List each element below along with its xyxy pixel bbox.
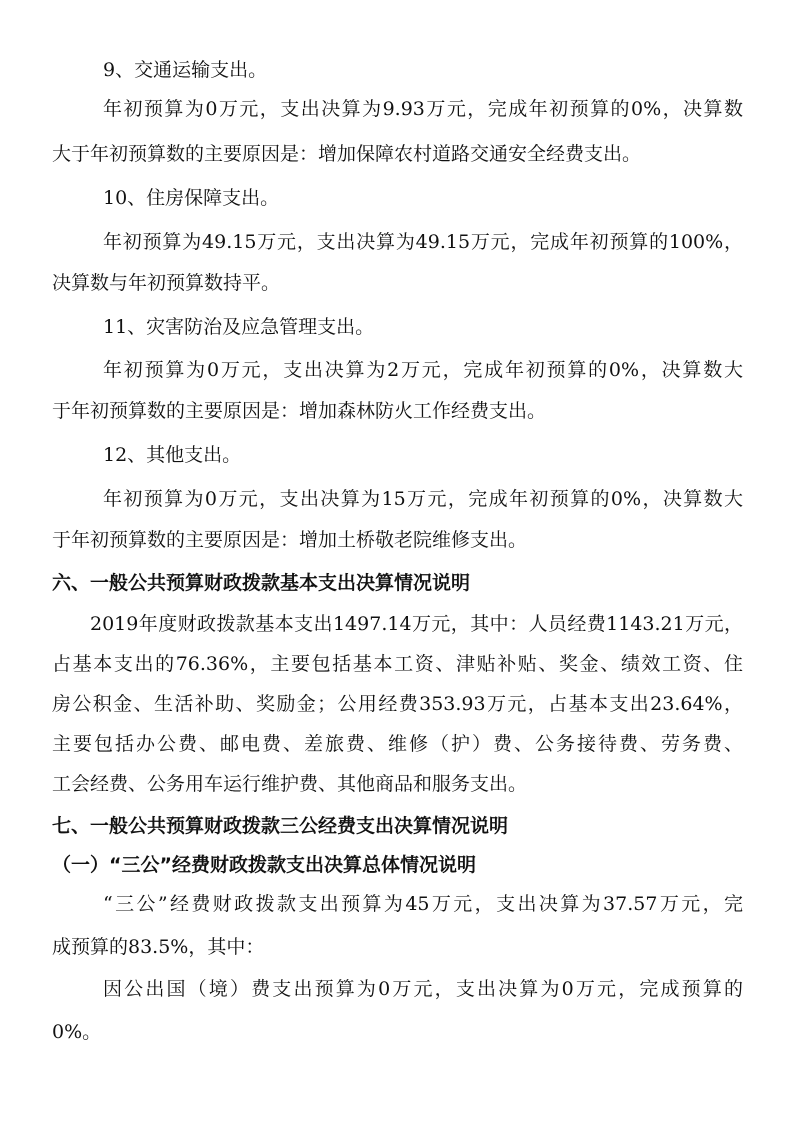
- section-7-text-line-4: 0%。: [52, 1021, 102, 1043]
- section-10-title: 10、住房保障支出。: [103, 187, 280, 209]
- subheading-one: （一）“三公”经费财政拨款支出决算总体情况说明: [52, 854, 476, 876]
- section-12-text-line-1: 年初预算为0万元，支出决算为15万元，完成年初预算的0%，决算数大: [103, 488, 743, 510]
- section-9-text-line-2: 大于年初预算数的主要原因是：增加保障农村道路交通安全经费支出。: [52, 143, 642, 165]
- section-11-title: 11、灾害防治及应急管理支出。: [103, 316, 375, 338]
- section-6-text-line-3: 房公积金、生活补助、奖励金；公用经费353.93万元，占基本支出23.64%，: [52, 693, 743, 715]
- section-12-text-line-2: 于年初预算数的主要原因是：增加土桥敬老院维修支出。: [52, 529, 528, 551]
- section-7-text-line-1: “三公”经费财政拨款支出预算为45万元，支出决算为37.57万元，完: [103, 893, 743, 915]
- section-6-text-line-5: 工会经费、公务用车运行维护费、其他商品和服务支出。: [52, 773, 528, 795]
- section-12-title: 12、其他支出。: [103, 444, 242, 466]
- section-9-text-line-1: 年初预算为0万元，支出决算为9.93万元，完成年初预算的0%，决算数: [103, 98, 743, 120]
- heading-six: 六、一般公共预算财政拨款基本支出决算情况说明: [52, 572, 471, 594]
- section-6-text-line-2: 占基本支出的76.36%，主要包括基本工资、津贴补贴、奖金、绩效工资、住: [52, 653, 743, 675]
- section-10-text-line-2: 决算数与年初预算数持平。: [52, 272, 281, 294]
- section-6-text-line-1: 2019年度财政拨款基本支出1497.14万元，其中：人员经费1143.21万元，: [90, 613, 743, 635]
- section-9-title: 9、交通运输支出。: [103, 59, 268, 81]
- section-7-text-line-2: 成预算的83.5%，其中：: [52, 936, 265, 958]
- section-11-text-line-2: 于年初预算数的主要原因是：增加森林防火工作经费支出。: [52, 400, 547, 422]
- section-11-text-line-1: 年初预算为0万元，支出决算为2万元，完成年初预算的0%，决算数大: [103, 359, 743, 381]
- section-7-text-line-3: 因公出国（境）费支出预算为0万元，支出决算为0万元，完成预算的: [103, 978, 743, 1000]
- section-10-text-line-1: 年初预算为49.15万元，支出决算为49.15万元，完成年初预算的100%，: [103, 231, 743, 253]
- heading-seven: 七、一般公共预算财政拨款三公经费支出决算情况说明: [52, 815, 509, 837]
- section-6-text-line-4: 主要包括办公费、邮电费、差旅费、维修（护）费、公务接待费、劳务费、: [52, 733, 743, 755]
